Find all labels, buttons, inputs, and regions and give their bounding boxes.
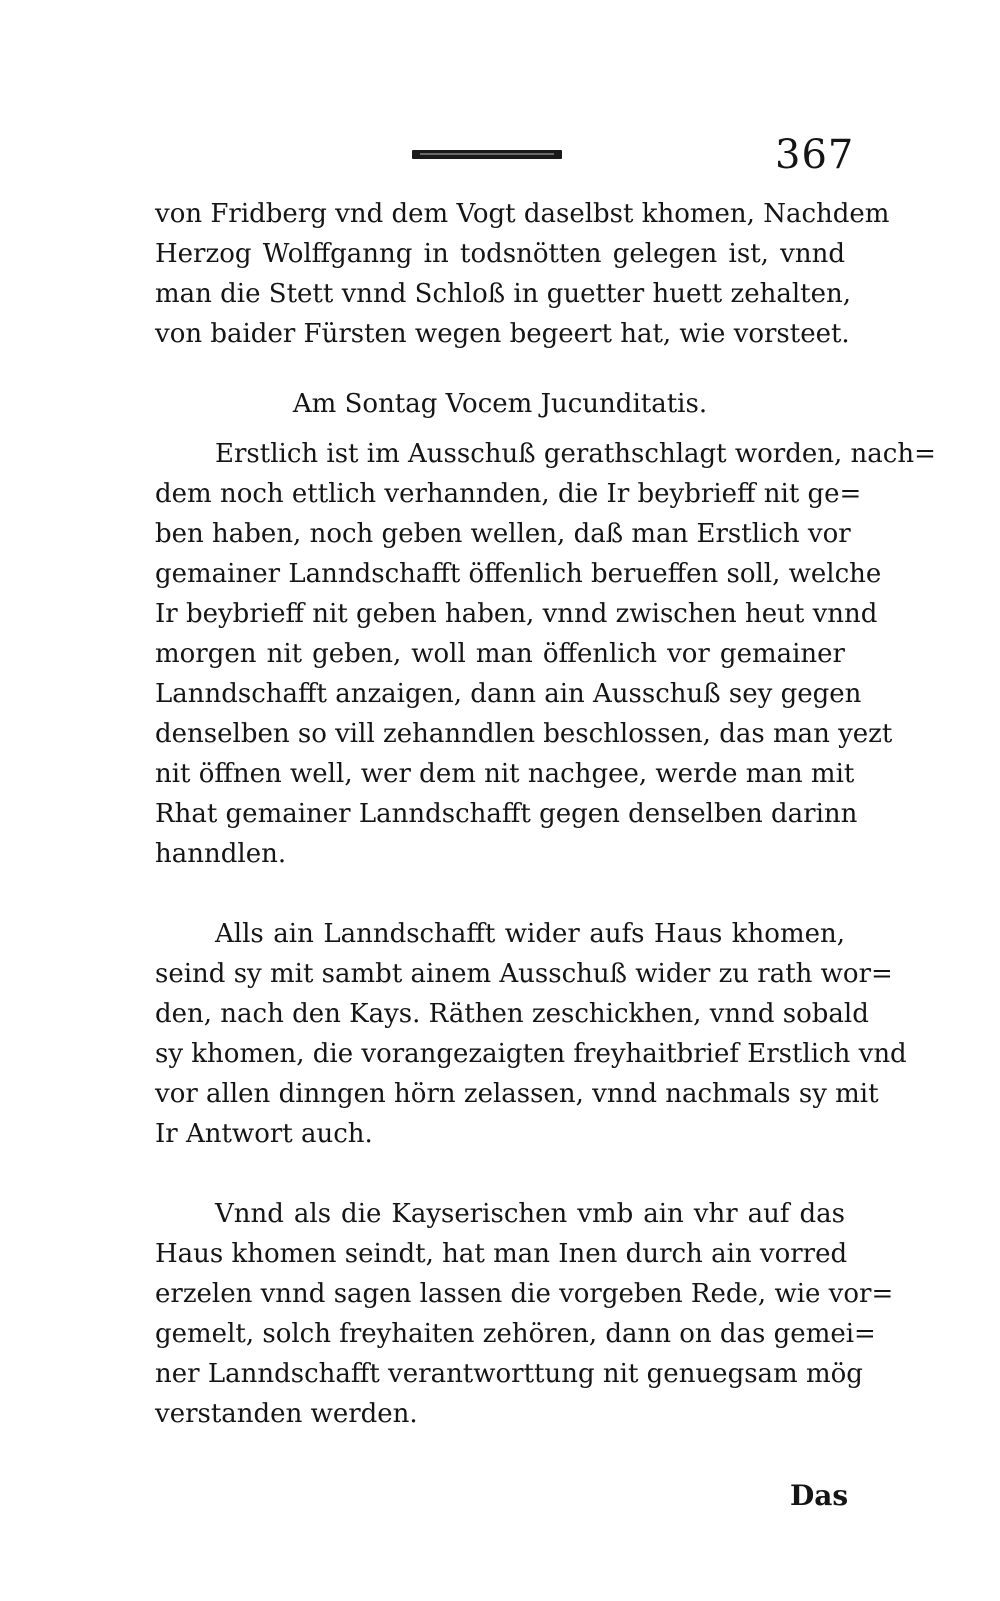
text-line: ben haben, noch geben wellen, daß man Erstlich vor (155, 519, 851, 549)
text-line: von baider Fürsten wegen begeert hat, wie vorsteet. (155, 319, 850, 349)
text-line: verstanden werden. (155, 1399, 418, 1429)
header-rule (412, 150, 562, 159)
text-line: gemelt, solch freyhaiten zehören, dann on das gemei= (155, 1319, 876, 1349)
section-heading: Am Sontag Vocem Jucunditatis. (292, 389, 708, 419)
text-line: nit öffnen well, wer dem nit nachgee, werde man mit (155, 759, 855, 789)
text-line: Alls ain Lanndschafft wider aufs Haus khomen, (215, 919, 845, 949)
page-number: 367 (775, 132, 855, 178)
text-line: man die Stett vnnd Schloß in guetter huett zehalten, (155, 279, 851, 309)
catchword: Das (790, 1479, 849, 1512)
text-line: Ir beybrieff nit geben haben, vnnd zwischen heut vnnd (155, 599, 878, 629)
text-line: hanndlen. (155, 839, 287, 869)
text-line: seind sy mit sambt ainem Ausschuß wider zu rath wor= (155, 959, 893, 989)
text-line: dem noch ettlich verhannden, die Ir beybrieff nit ge= (155, 479, 862, 509)
text-line: morgen nit geben, woll man öffenlich vor gemainer (155, 639, 845, 669)
text-line: sy khomen, die vorangezaigten freyhaitbrief Erstlich vnd (155, 1039, 907, 1069)
text-line: Erstlich ist im Ausschuß gerathschlagt worden, nach= (215, 439, 936, 469)
text-line: von Fridberg vnd dem Vogt daselbst khomen, Nachdem (155, 199, 890, 229)
text-line: vor allen dinngen hörn zelassen, vnnd nachmals sy mit (155, 1079, 879, 1109)
text-line: ner Lanndschafft verantworttung nit genuegsam mög (155, 1359, 863, 1389)
text-line: Haus khomen seindt, hat man Inen durch ain vorred (155, 1239, 848, 1269)
text-line: Herzog Wolffganng in todsnötten gelegen ist, vnnd (155, 239, 845, 269)
text-line: Rhat gemainer Lanndschafft gegen denselben darinn (155, 799, 858, 829)
text-line: Ir Antwort auch. (155, 1119, 373, 1149)
text-line: Vnnd als die Kayserischen vmb ain vhr auf das (215, 1199, 845, 1229)
text-line: Lanndschafft anzaigen, dann ain Ausschuß sey gegen (155, 679, 862, 709)
text-line: gemainer Lanndschafft öffenlich berueffen soll, welche (155, 559, 882, 589)
text-line: erzelen vnnd sagen lassen die vorgeben Rede, wie vor= (155, 1279, 894, 1309)
text-line: denselben so vill zehanndlen beschlossen, das man yezt (155, 719, 893, 749)
text-line: den, nach den Kays. Räthen zeschickhen, vnnd sobald (155, 999, 869, 1029)
